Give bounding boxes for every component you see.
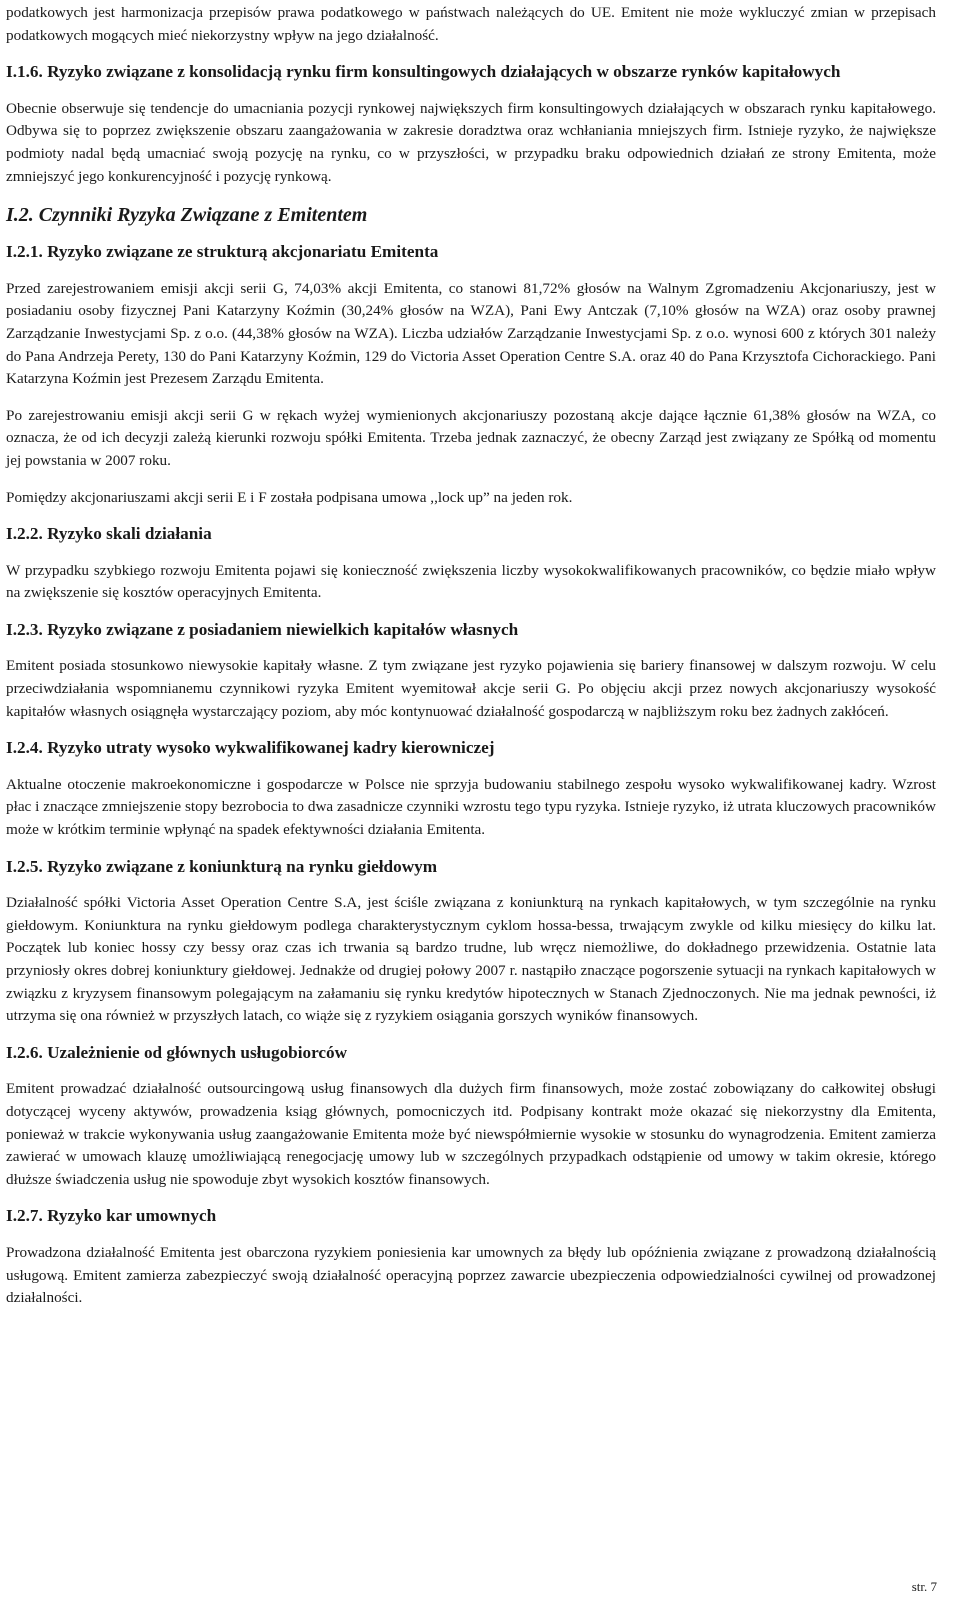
section-1-2-1-paragraph-1: Przed zarejestrowaniem emisji akcji serii G, 74,03% akcji Emitenta, co stanowi 81,72% głosów na Walnym Zgromadzeniu Akcjonariuszy, jest w posiadaniu osoby fizycznej Pani Katarzyny Koźmin (30,24% głosów na WZA), Pani Ewy Antczak (7,10% głosów na WZA) oraz osoby prawnej Zarządzanie Inwestycjami Sp. z o.o. (44,38% głosów na WZA). Liczba udziałów Zarządzanie Inwestycjami Sp. z o.o. wynosi 600 z których 301 należy do Pana Andrzeja Perety, 130 do Pani Katarzyny Koźmin, 129 do Victoria Asset Operation Centre S.A. oraz 40 do Pana Krzysztofa Cichorackiego. Pani Katarzyna Koźmin jest Prezesem Zarządu Emitenta.	[6, 279, 936, 388]
section-1-1-6-paragraph: Obecnie obserwuje się tendencje do umacniania pozycji rynkowej największych firm konsultingowych działających w obszarach rynku kapitałowego. Odbywa się to poprzez zwiększenie obszaru zaangażowania w zakresie doradztwa oraz wchłaniania mniejszych firm. Istnieje ryzyko, że największe podmioty nadal będą umacniać swoją pozycję na rynku, co w przyszłości, w przypadku braku odpowiednich działań ze strony Emitenta, może zmniejszyć jego konkurencyjność i pozycję rynkową.	[6, 99, 936, 185]
intro-paragraph: podatkowych jest harmonizacja przepisów prawa podatkowego w państwach należących do UE. Emitent nie może wykluczyć zmian w przepisach podatkowych mogących mieć niekorzystny wpływ na jego działalność.	[6, 4, 936, 44]
section-heading-1-2-3: I.2.3. Ryzyko związane z posiadaniem niewielkich kapitałów własnych	[6, 619, 519, 639]
section-1-2-7-paragraph: Prowadzona działalność Emitenta jest obarczona ryzykiem poniesienia kar umownych za błędy lub opóźnienia związane z prowadzoną działalnością usługową. Emitent zamierza zabezpieczyć swoją działalność operacyjną poprzez zawarcie ubezpieczenia odpowiedzialności cywilnej od prowadzonej działalności.	[6, 1243, 936, 1307]
page-number: str. 7	[911, 1579, 937, 1594]
section-heading-1-2-2: I.2.2. Ryzyko skali działania	[6, 524, 212, 544]
section-1-2-2-paragraph: W przypadku szybkiego rozwoju Emitenta pojawi się konieczność zwiększenia liczby wysokokwalifikowanych pracowników, co będzie miało wpływ na zwiększenie się kosztów operacyjnych Emitenta.	[6, 561, 936, 602]
chapter-heading-1-2: I.2. Czynniki Ryzyka Związane z Emitentem	[6, 204, 368, 227]
section-heading-1-2-5: I.2.5. Ryzyko związane z koniunkturą na rynku giełdowym	[6, 856, 438, 876]
section-1-2-3-paragraph: Emitent posiada stosunkowo niewysokie kapitały własne. Z tym związane jest ryzyko pojawienia się bariery finansowej w dalszym rozwoju. W celu przeciwdziałania wspomnianemu czynnikowi ryzyka Emitent wyemitował akcje serii G. Po objęciu akcji przez nowych akcjonariuszy wysokość kapitałów własnych osiągnęła wystarczający poziom, aby móc kontynuować działalność gospodarczą w najbliższym roku bez żadnych zakłóceń.	[6, 657, 936, 720]
section-1-2-5-paragraph: Działalność spółki Victoria Asset Operation Centre S.A, jest ściśle związana z koniunkturą na rynkach kapitałowych, w tym szczególnie na rynku giełdowym. Koniunktura na rynku giełdowym podlega charakterystycznym cyklom hossa-bessa, trwającym zwykle od kilku miesięcy do kilku lat. Początek lub koniec hossy czy bessy oraz czas ich trwania są bardzo trudne, lub wręcz niemożliwe, do dokładnego przewidzenia. Ostatnie lata przyniosły okres dobrej koniunktury giełdowej. Jednakże od drugiej połowy 2007 r. nastąpiło znaczące pogorszenie sytuacji na rynkach kapitałowych w związku z kryzysem finansowym polegającym na załamaniu się rynku kredytów hipotecznych w Stanach Zjednoczonych. Nie ma jednak pewności, iż utrzyma się ona również w przyszłych latach, co wiąże się z ryzykiem osiągania gorszych wyników finansowych.	[6, 894, 936, 1025]
section-heading-1-2-4: I.2.4. Ryzyko utraty wysoko wykwalifikowanej kadry kierowniczej	[6, 738, 495, 758]
section-heading-1-2-1: I.2.1. Ryzyko związane ze strukturą akcjonariatu Emitenta	[6, 242, 439, 262]
section-heading-1-2-6: I.2.6. Uzależnienie od głównych usługobiorców	[6, 1042, 348, 1062]
section-heading-1-2-7: I.2.7. Ryzyko kar umownych	[6, 1206, 217, 1226]
section-1-2-1-paragraph-3: Pomiędzy akcjonariuszami akcji serii E i F została podpisana umowa ,,lock up” na jeden rok.	[6, 488, 573, 506]
section-1-2-1-paragraph-2: Po zarejestrowaniu emisji akcji serii G w rękach wyżej wymienionych akcjonariuszy pozostaną akcje dające łącznie 61,38% głosów na WZA, co oznacza, że od ich decyzji zależą kierunki rozwoju spółki Emitenta. Trzeba jednak zaznaczyć, że obecny Zarząd jest związany ze Spółką od momentu jej powstania w 2007 roku.	[6, 406, 936, 469]
section-heading-1-1-6: I.1.6. Ryzyko związane z konsolidacją rynku firm konsultingowych działających w obszarze rynków kapitałowych	[6, 62, 841, 82]
document-page	[6, 2, 936, 1310]
section-1-2-4-paragraph: Aktualne otoczenie makroekonomiczne i gospodarcze w Polsce nie sprzyja budowaniu stabilnego zespołu wysoko wykwalifikowanej kadry. Wzrost płac i znaczące zmniejszenie stopy bezrobocia to dwa zasadnicze czynniki wzrostu tego typu ryzyka. Istnieje ryzyko, iż utrata kluczowych pracowników może w krótkim terminie wpłynąć na spadek efektywności działania Emitenta.	[6, 775, 936, 839]
section-1-2-6-paragraph: Emitent prowadzać działalność outsourcingową usług finansowych dla dużych firm finansowych, może zostać zobowiązany do całkowitej obsługi dotyczącej wyceny aktywów, prowadzenia ksiąg głównych, pomocniczych itd. Podpisany kontrakt może okazać się niekorzystny dla Emitenta, ponieważ w trakcie wykonywania usług zaangażowanie Emitenta może być niewspółmiernie wysokie w stosunku do wynagrodzenia. Emitent zamierza zawierać w umowach klauzę umożliwiającą renegocjację umowy lub w szczególnych przypadkach odstąpienie od umowy w takim okresie, którego dłuższe świadczenia usług nie spowoduje zbyt wysokich kosztów finansowych.	[6, 1080, 936, 1188]
